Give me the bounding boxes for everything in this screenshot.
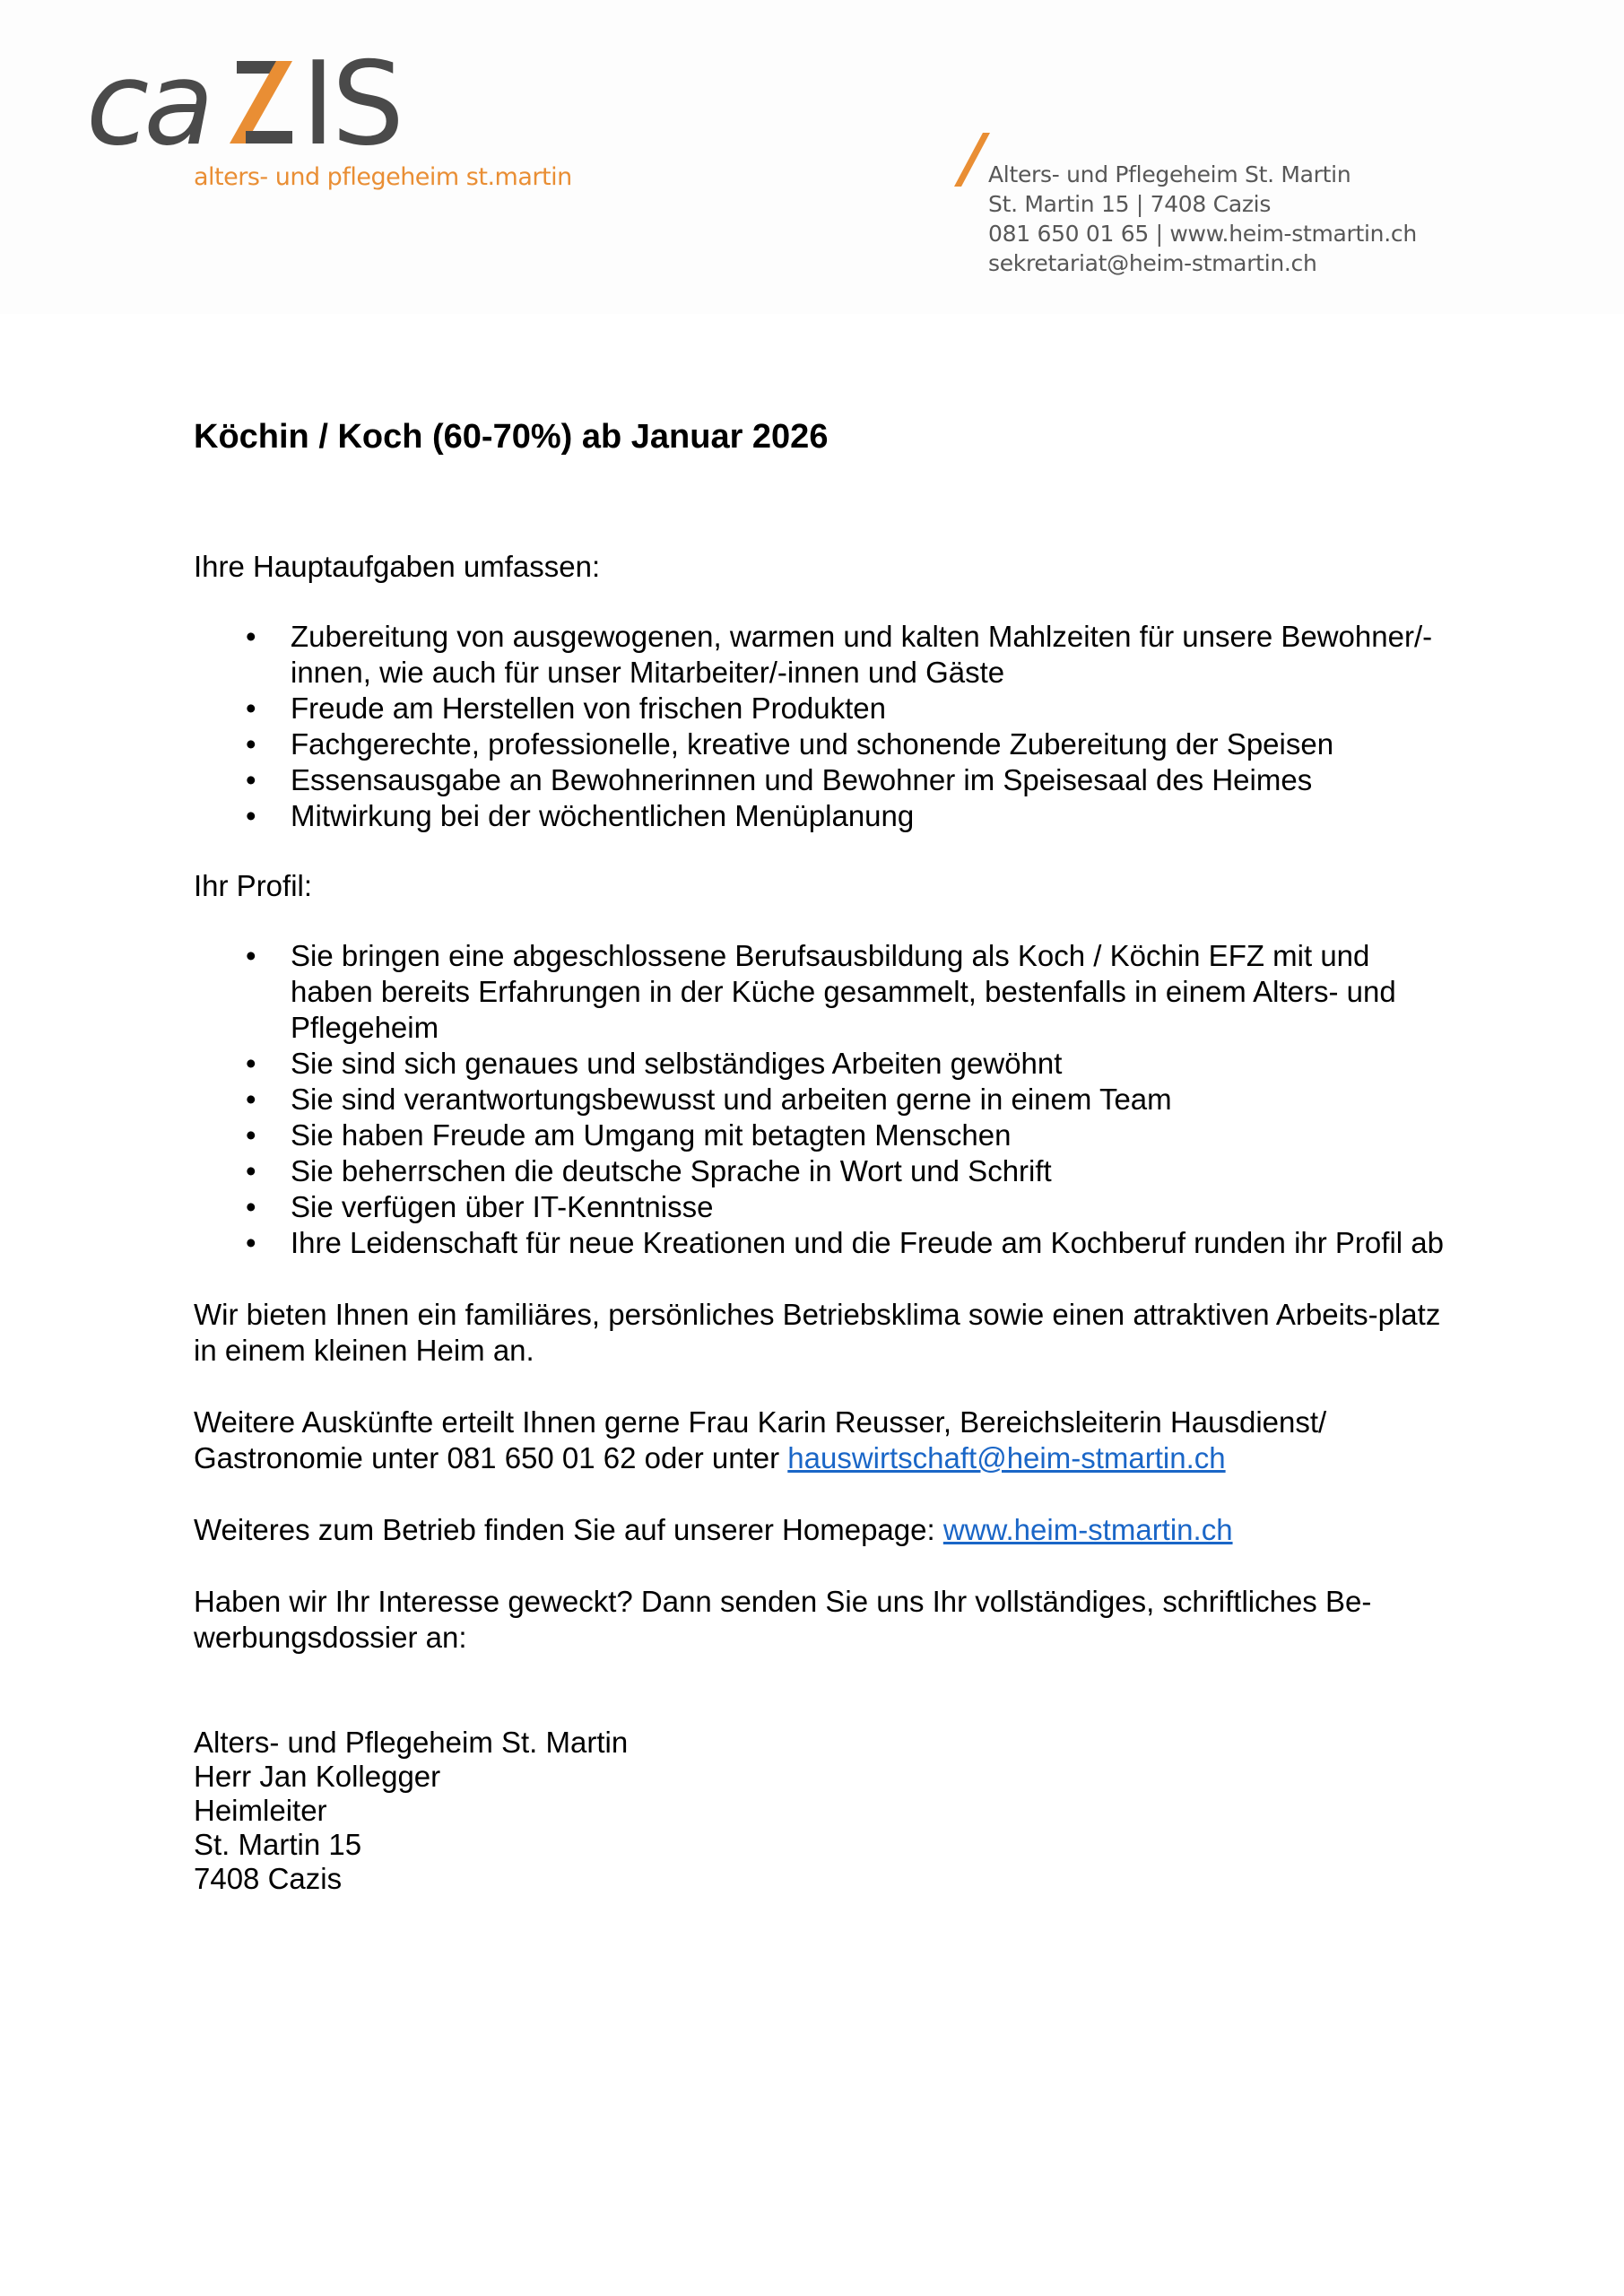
profile-heading: Ihr Profil: <box>194 869 313 902</box>
info-paragraph <box>194 1405 1449 1476</box>
bullet-icon: • <box>246 763 256 796</box>
logo-tagline: alters- und pflegeheim st.martin <box>194 163 572 191</box>
list-item: • Sie beherrschen die deutsche Sprache in Wort und Schrift <box>246 1154 1052 1187</box>
list-item: • Essensausgabe an Bewohnerinnen und Bewohner im Speisesaal des Heimes <box>246 763 1313 796</box>
bullet-icon: • <box>246 1154 256 1187</box>
info-email-link[interactable]: hauswirtschaft@heim-stmartin.ch <box>787 1441 1226 1474</box>
list-item: • Sie sind verantwortungsbewusst und arbeiten gerne in einem Team <box>246 1083 1172 1116</box>
list-item: • Sie verfügen über IT-Kenntnisse <box>246 1190 714 1223</box>
wordmark-is: IS <box>301 54 401 161</box>
application-address <box>194 1726 1449 1896</box>
contact-phone-web: 081 650 01 65 | www.heim-stmartin.ch <box>988 221 1417 247</box>
cazis-wordmark <box>86 54 445 161</box>
contact-org: Alters- und Pflegeheim St. Martin <box>988 161 1351 187</box>
orange-slash-icon <box>954 133 990 190</box>
list-item: • Fachgerechte, professionelle, kreative und schonende Zubereitung der Speisen <box>246 727 1334 761</box>
profile-list <box>194 938 1449 1261</box>
cazis-logo <box>86 54 588 197</box>
bullet-icon: • <box>246 691 256 725</box>
address-city: 7408 Cazis <box>194 1862 343 1895</box>
bullet-icon: • <box>246 1118 256 1152</box>
bullet-icon: • <box>246 727 256 761</box>
address-org: Alters- und Pflegeheim St. Martin <box>194 1726 629 1759</box>
tasks-list <box>194 619 1449 834</box>
apply-paragraph: Haben wir Ihr Interesse geweckt? Dann senden Sie uns Ihr vollständiges, schriftliches Be-werbungsdossier an: <box>194 1585 1372 1654</box>
contact-email: sekretariat@heim-stmartin.ch <box>988 250 1317 276</box>
homepage-text: Weiteres zum Betrieb finden Sie auf unserer Homepage: <box>194 1513 943 1546</box>
job-title: Köchin / Koch (60-70%) ab Januar 2026 <box>194 418 829 456</box>
contact-address: St. Martin 15 | 7408 Cazis <box>988 191 1272 217</box>
info-text: Weitere Auskünfte erteilt Ihnen gerne Frau Karin Reusser, Bereichsleiterin Hausdienst/ Gastronomie unter 081 650 01 62 oder unter <box>194 1405 1327 1474</box>
homepage-paragraph <box>194 1512 1449 1548</box>
address-role: Heimleiter <box>194 1794 327 1827</box>
bullet-icon: • <box>246 799 256 832</box>
tasks-heading: Ihre Hauptaufgaben umfassen: <box>194 550 601 583</box>
bullet-icon: • <box>246 1047 256 1080</box>
list-item: • Sie sind sich genaues und selbständiges Arbeiten gewöhnt <box>246 1047 1063 1080</box>
document-body <box>194 416 1449 1896</box>
bullet-icon: • <box>246 939 256 972</box>
address-contact-person: Herr Jan Kollegger <box>194 1760 441 1793</box>
homepage-link[interactable]: www.heim-stmartin.ch <box>942 1513 1233 1546</box>
bullet-icon: • <box>246 1083 256 1116</box>
address-street: St. Martin 15 <box>194 1828 362 1861</box>
list-item: • Ihre Leidenschaft für neue Kreationen und die Freude am Kochberuf runden ihr Profil ab <box>246 1226 1444 1259</box>
z-bottom-bar <box>246 131 292 144</box>
list-item: • Mitwirkung bei der wöchentlichen Menüplanung <box>246 799 915 832</box>
list-item: • Sie haben Freude am Umgang mit betagten Menschen <box>246 1118 1012 1152</box>
list-item: • Sie bringen eine abgeschlossene Berufsausbildung als Koch / Köchin EFZ mit und haben bereits Erfahrungen in der Küche gesammelt, bestenfalls in einem Alters- und Pflegeheim <box>246 939 1396 1044</box>
wordmark-ca: ca <box>86 54 209 161</box>
bullet-icon: • <box>246 1226 256 1259</box>
list-item: • Zubereitung von ausgewogenen, warmen und kalten Mahlzeiten für unsere Bewohner/-innen, wie auch für unser Mitarbeiter/-innen und Gäste <box>246 620 1433 689</box>
list-item: • Freude am Herstellen von frischen Produkten <box>246 691 886 725</box>
offer-paragraph: Wir bieten Ihnen ein familiäres, persönliches Betriebsklima sowie einen attraktiven Arbeits-platz in einem kleinen Heim an. <box>194 1298 1441 1367</box>
bullet-icon: • <box>246 1190 256 1223</box>
bullet-icon: • <box>246 620 256 653</box>
